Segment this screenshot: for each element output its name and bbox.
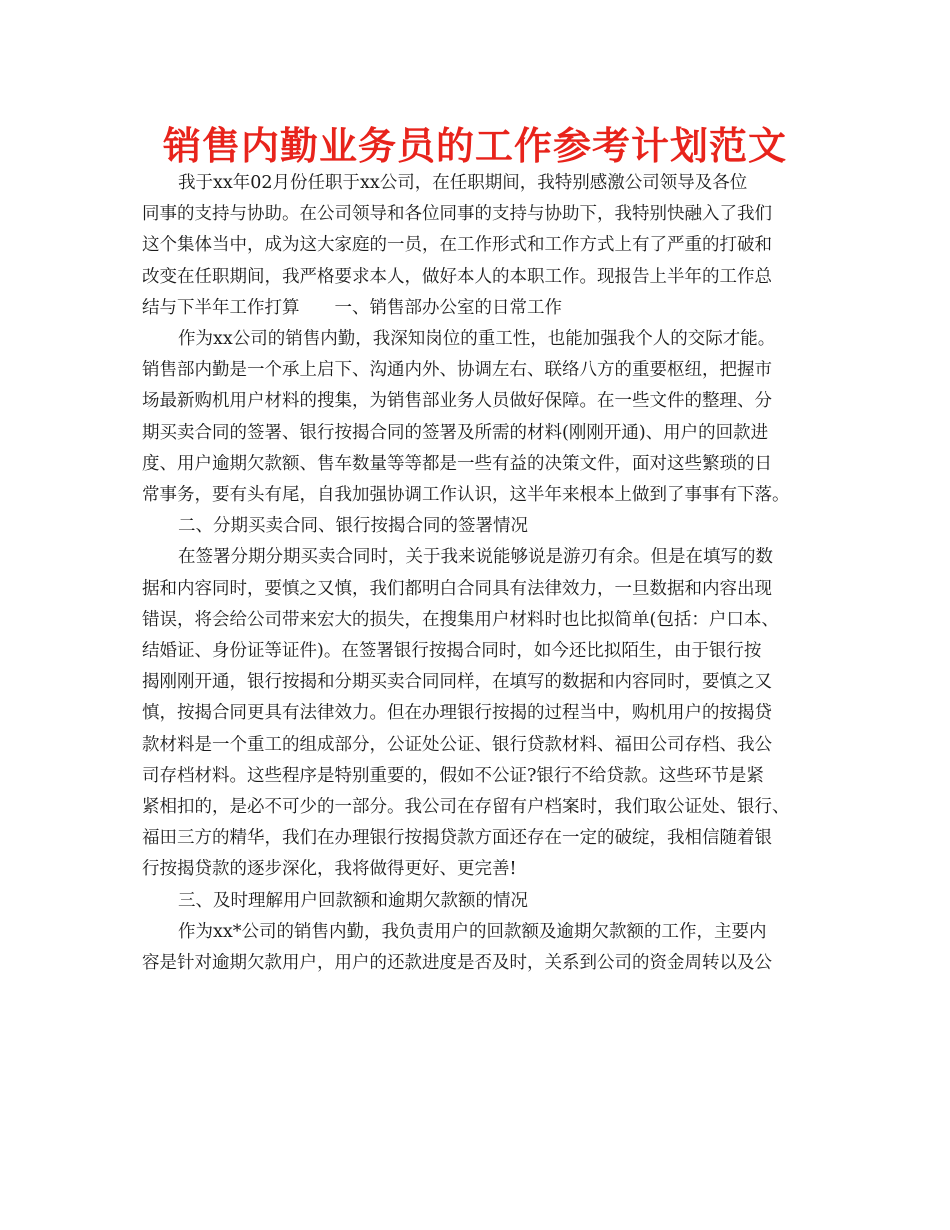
- text-line: 慎，按揭合同更具有法律效力。但在办理银行按揭的过程当中，购机用户的按揭贷: [142, 703, 772, 724]
- document-body: [142, 168, 822, 979]
- text-line: 行按揭贷款的逐步深化，我将做得更好、更完善!: [142, 859, 517, 880]
- text-line: 错误，将会给公司带来宏大的损失，在搜集用户材料时也比拟简单(包括：户口本、: [142, 609, 779, 630]
- text-line: 紧相扣的，是必不可少的一部分。我公司在存留有户档案时，我们取公证处、银行、: [142, 797, 790, 818]
- text-line: 款材料是一个重工的组成部分，公证处公证、银行贷款材料、福田公司存档、我公: [142, 734, 772, 755]
- text-line: 同事的支持与协助。在公司领导和各位同事的支持与协助下，我特别快融入了我们: [142, 204, 772, 225]
- text-line: 据和内容同时，要慎之又慎，我们都明白合同具有法律效力，一旦数据和内容出现: [142, 578, 772, 599]
- text-line: 作为xx公司的销售内勤，我深知岗位的重工性，也能加强我个人的交际才能。: [178, 329, 776, 350]
- text-line: 司存档材料。这些程序是特别重要的，假如不公证?银行不给贷款。这些环节是紧: [142, 765, 764, 786]
- text-line: 常事务，要有头有尾，自我加强协调工作认识，这半年来根本上做到了事事有下落。: [142, 485, 790, 506]
- paragraph-2: [142, 324, 822, 511]
- paragraph-4: [142, 917, 822, 979]
- paragraph-3: [142, 542, 822, 885]
- section-heading-3: 三、及时理解用户回款额和逾期欠款额的情况: [178, 890, 528, 911]
- text-line: 场最新购机用户材料的搜集，为销售部业务人员做好保障。在一些文件的整理、分: [142, 391, 772, 412]
- text-line: 揭刚刚开通，银行按揭和分期买卖合同同样，在填写的数据和内容同时，要慎之又: [142, 672, 772, 693]
- text-line: 结婚证、身份证等证件)。在签署银行按揭合同时，如今还比拟陌生，由于银行按: [142, 641, 762, 662]
- text-line: 作为xx*公司的销售内勤，我负责用户的回款额及逾期欠款额的工作，主要内: [178, 921, 767, 942]
- text-line: 期买卖合同的签署、银行按揭合同的签署及所需的材料(刚刚开通)、用户的回款进: [142, 422, 769, 443]
- page-title: 销售内勤业务员的工作参考计划范文: [162, 124, 787, 168]
- text-line: 销售部内勤是一个承上启下、沟通内外、协调左右、联络八方的重要枢纽，把握市: [142, 360, 772, 381]
- text-line: 度、用户逾期欠款额、售车数量等等都是一些有益的决策文件，面对这些繁琐的日: [142, 453, 772, 474]
- text-line: 结与下半年工作打算 一、销售部办公室的日常工作: [142, 297, 562, 318]
- paragraph-1: [142, 168, 822, 324]
- text-line: 福田三方的精华，我们在办理银行按揭贷款方面还存在一定的破绽，我相信随着银: [142, 828, 772, 849]
- text-line: 我于xx年02月份任职于xx公司，在任职期间，我特别感激公司领导及各位: [178, 173, 748, 193]
- text-line: 在签署分期分期买卖合同时，关于我来说能够说是游刃有余。但是在填写的数: [178, 547, 773, 568]
- section-heading-2: 二、分期买卖合同、银行按揭合同的签署情况: [178, 516, 528, 537]
- text-line: 改变在任职期间，我严格要求本人，做好本人的本职工作。现报告上半年的工作总: [142, 266, 772, 287]
- text-line: 容是针对逾期欠款用户，用户的还款进度是否及时，关系到公司的资金周转以及公: [142, 953, 772, 974]
- text-line: 这个集体当中，成为这大家庭的一员，在工作形式和工作方式上有了严重的打破和: [142, 235, 772, 256]
